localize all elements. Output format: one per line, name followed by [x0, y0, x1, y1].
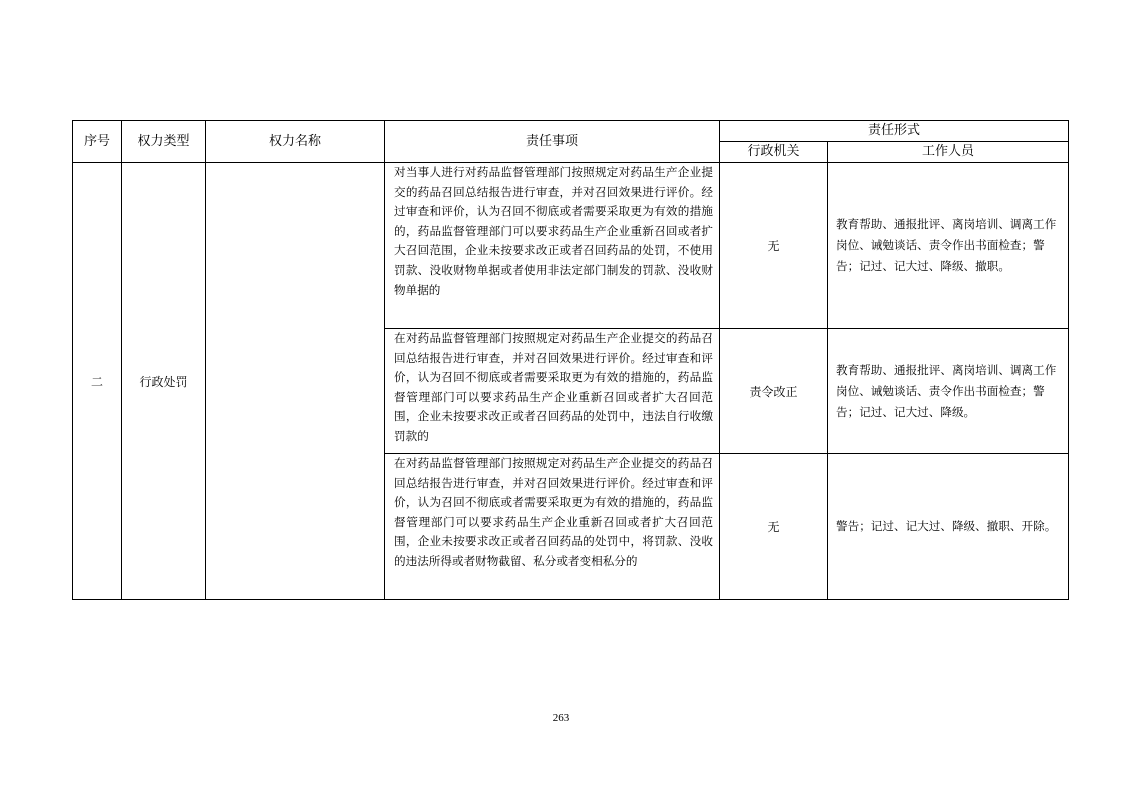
group-seq: 二	[73, 163, 122, 600]
group-power-name	[206, 163, 385, 600]
row-3-admin: 无	[720, 454, 828, 600]
row-2-item: 在对药品监督管理部门按照规定对药品生产企业提交的药品召回总结报告进行审查，并对召回效果进行评价。经过审查和评价，认为召回不彻底或者需要采取更为有效的措施的，药品监督管理部门可以要求药品生产企业重新召回或者扩大召回范围，企业未按要求改正或者召回药品的处罚中，违法自行收缴罚款的	[385, 329, 720, 454]
header-admin-org: 行政机关	[720, 142, 828, 163]
row-1-staff: 教育帮助、通报批评、离岗培训、调离工作岗位、诫勉谈话、责令作出书面检查；警告；记过、记大过、降级、撤职。	[828, 163, 1069, 329]
row-2-staff: 教育帮助、通报批评、离岗培训、调离工作岗位、诫勉谈话、责令作出书面检查；警告；记过、记大过、降级。	[828, 329, 1069, 454]
row-3-item: 在对药品监督管理部门按照规定对药品生产企业提交的药品召回总结报告进行审查，并对召回效果进行评价。经过审查和评价，认为召回不彻底或者需要采取更为有效的措施的，药品监督管理部门可以要求药品生产企业重新召回或者扩大召回范围，企业未按要求改正或者召回药品的处罚中，将罚款、没收的违法所得或者财物截留、私分或者变相私分的	[385, 454, 720, 600]
header-power-name: 权力名称	[206, 121, 385, 163]
group-power-type: 行政处罚	[122, 163, 206, 600]
row-3-staff: 警告；记过、记大过、降级、撤职、开除。	[828, 454, 1069, 600]
row-2-admin: 责令改正	[720, 329, 828, 454]
header-responsibility-form: 责任形式	[720, 121, 1069, 142]
header-responsibility-item: 责任事项	[385, 121, 720, 163]
header-staff: 工作人员	[828, 142, 1069, 163]
row-1-admin: 无	[720, 163, 828, 329]
header-power-type: 权力类型	[122, 121, 206, 163]
row-1-item: 对当事人进行对药品监督管理部门按照规定对药品生产企业提交的药品召回总结报告进行审查，并对召回效果进行评价。经过审查和评价，认为召回不彻底或者需要采取更为有效的措施的，药品监督管理部门可以要求药品生产企业重新召回或者扩大召回范围，企业未按要求改正或者召回药品的处罚，不使用罚款、没收财物单据或者使用非法定部门制发的罚款、没收财物单据的	[385, 163, 720, 329]
table-row	[73, 163, 1069, 329]
header-seq: 序号	[73, 121, 122, 163]
responsibility-table	[72, 120, 1069, 600]
page-number: 263	[552, 712, 570, 724]
